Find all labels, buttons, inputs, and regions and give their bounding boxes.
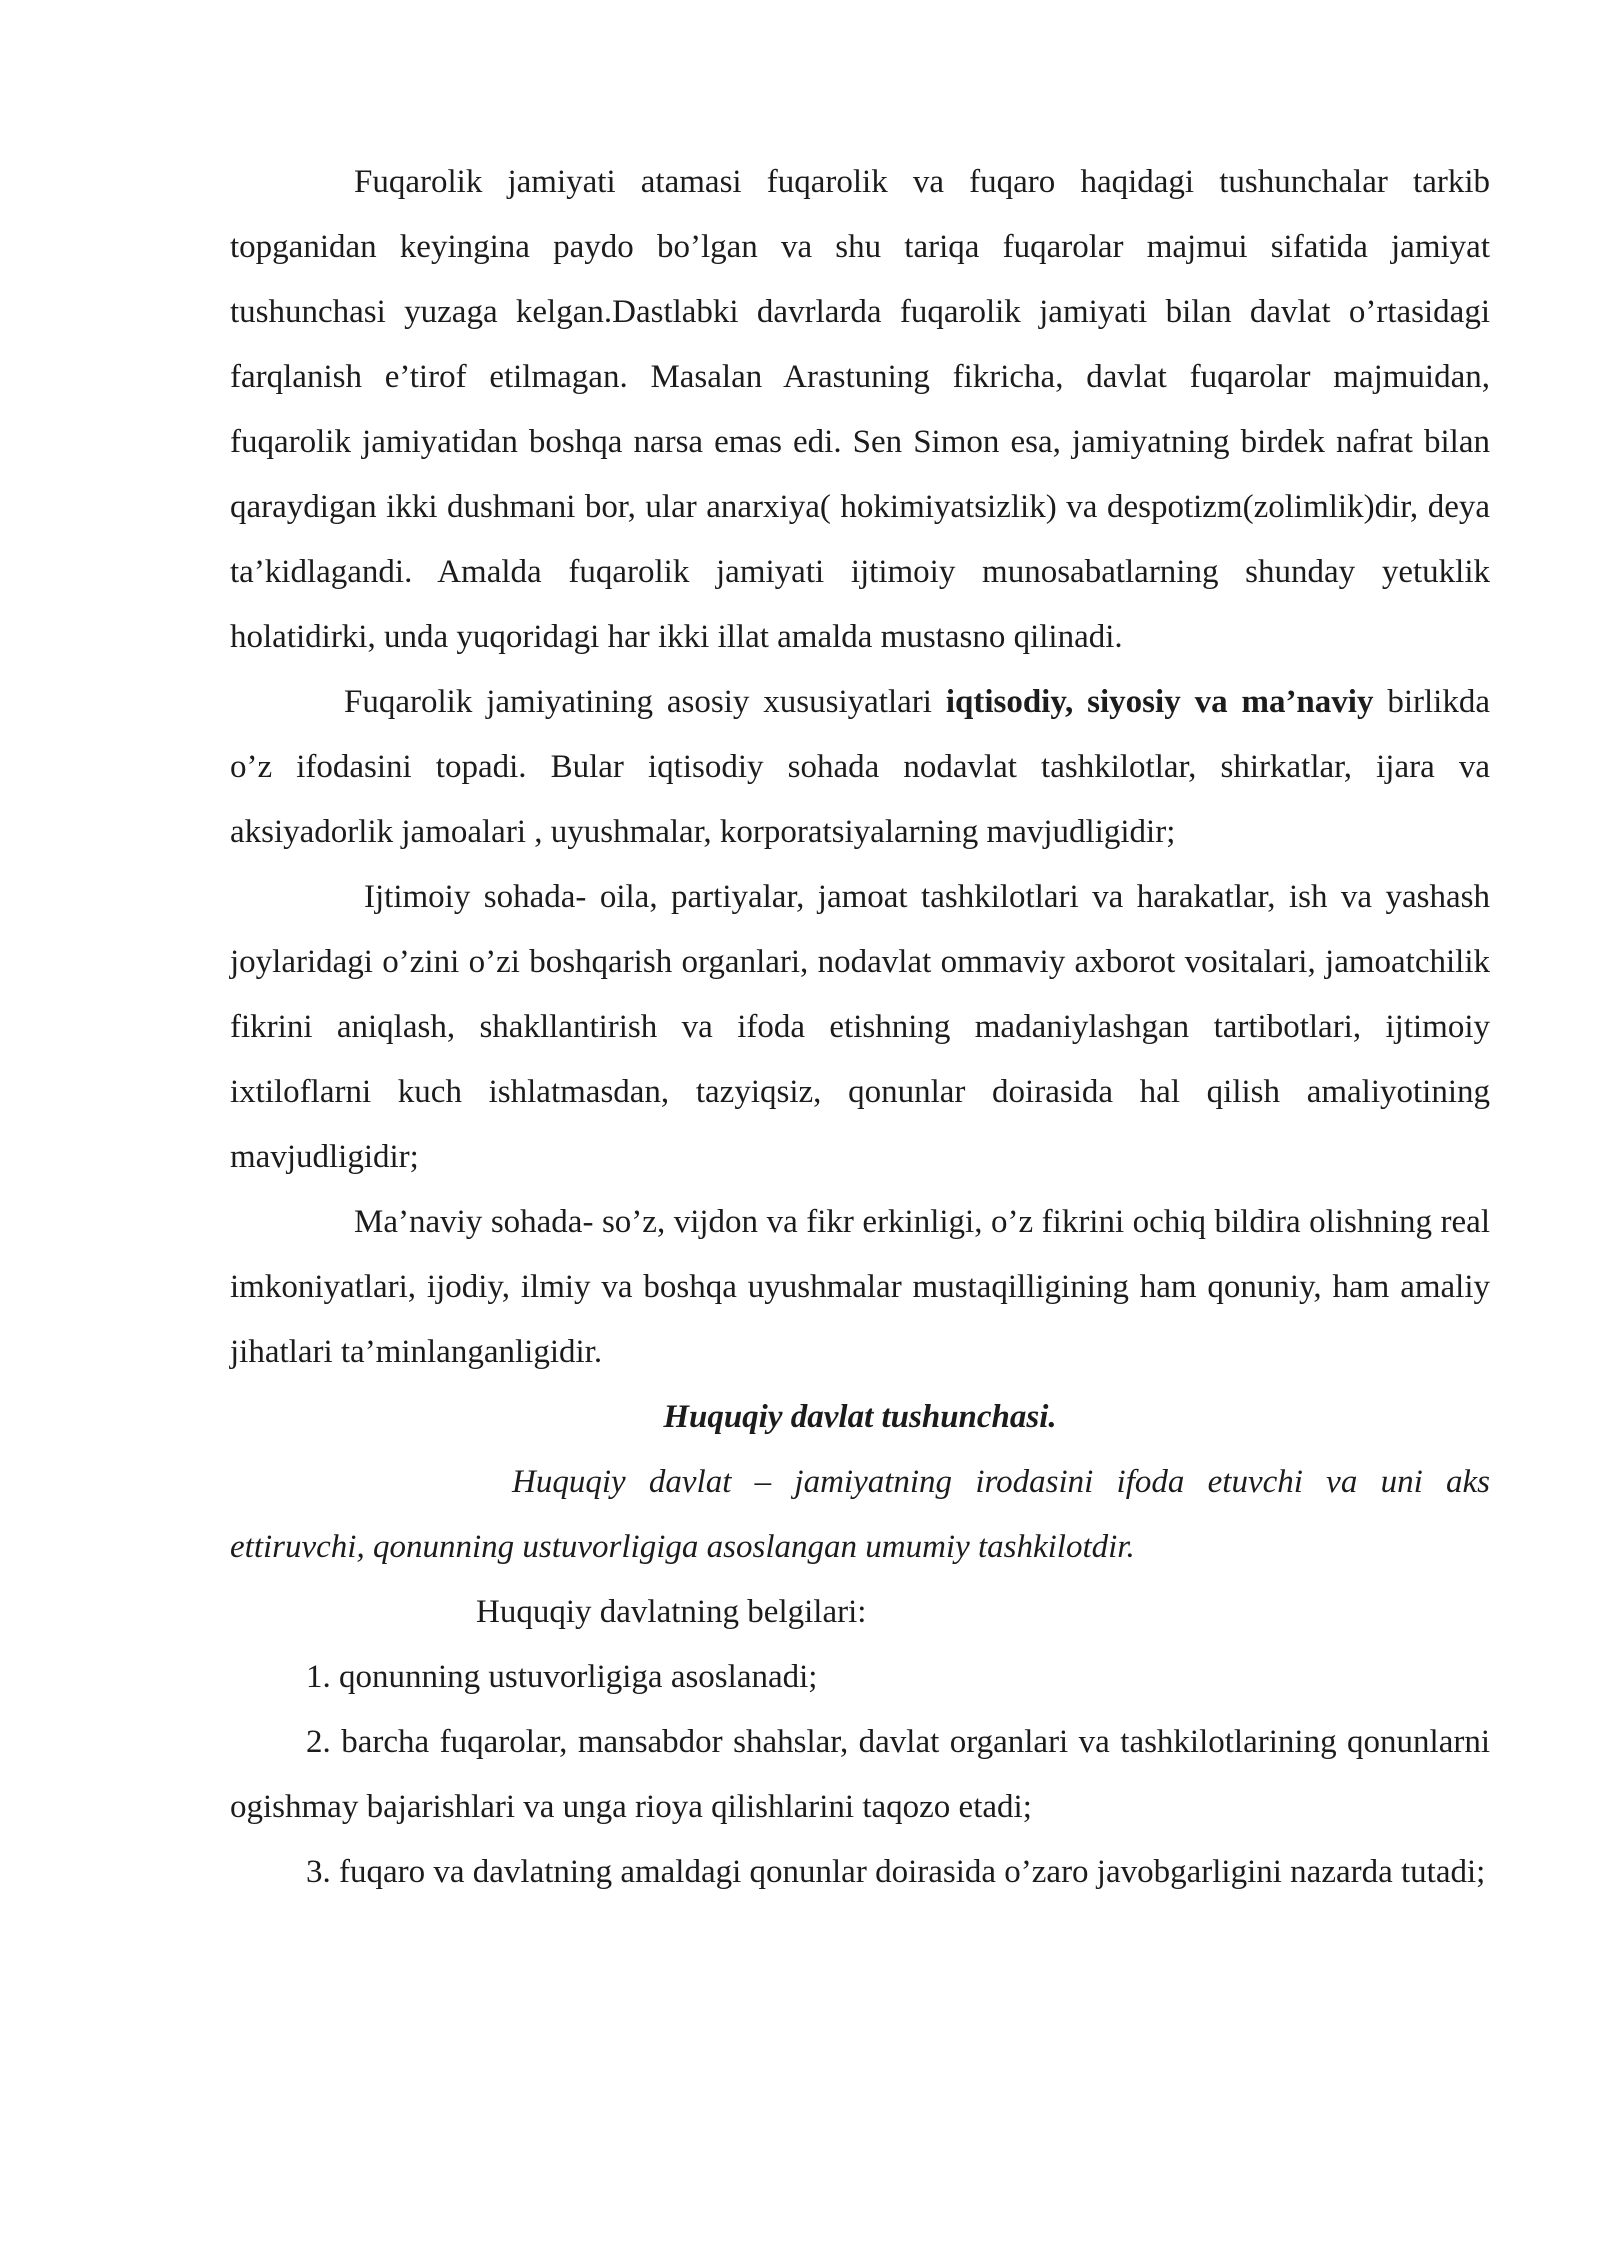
paragraph-spiritual-sphere: Ma’naviy sohada- so’z, vijdon va fikr erkinligi, o’z fikrini ochiq bildira olishning real imkoniyatlari, ijodiy, ilmiy va boshqa uyushmalar mustaqilligining ham qonuniy, ham amaliy jihatlari ta’minlanganligidir.	[230, 1204, 1490, 1370]
document-page	[230, 150, 1490, 1905]
list-title: Huquqiy davlatning belgilari:	[476, 1594, 867, 1630]
list-item: 3. fuqaro va davlatning amaldagi qonunlar doirasida o’zaro javobgarligini nazarda tutadi;	[306, 1854, 1486, 1890]
list-item: 1. qonunning ustuvorligiga asoslanadi;	[306, 1659, 818, 1695]
bold-emphasis: iqtisodiy, siyosiy va ma’naviy	[945, 684, 1374, 720]
paragraph-text: Fuqarolik jamiyatining asosiy xususiyatlari	[344, 684, 946, 720]
paragraph-civil-society-features	[230, 670, 1490, 865]
paragraph-civil-society-term: Fuqarolik jamiyati atamasi fuqarolik va fuqaro haqidagi tushunchalar tarkib topganidan keyingina paydo bo’lgan va shu tariqa fuqarolar majmui sifatida jamiyat tushunchasi yuzaga kelgan.Dastlabki davrlarda fuqarolik jamiyati bilan davlat o’rtasidagi farqlanish e’tirof etilmagan. Masalan Arastuning fikricha, davlat fuqarolar majmuidan, fuqarolik jamiyatidan boshqa narsa emas edi. Sen Simon esa, jamiyatning birdek nafrat bilan qaraydigan ikki dushmani bor, ular anarxiya( hokimiyatsizlik) va despotizm(zolimlik)dir, deya ta’kidlagandi. Amalda fuqarolik jamiyati ijtimoiy munosabatlarning shunday yetuklik holatidirki, unda yuqoridagi har ikki illat amalda mustasno qilinadi.	[230, 164, 1490, 655]
paragraph-text: birlikda o’z ifodasini topadi. Bular iqtisodiy sohada nodavlat tashkilotlar, shirkatlar, ijara va aksiyadorlik jamoalari , uyushmalar, korporatsiyalarning mavjudligidir;	[230, 684, 1490, 850]
section-heading: Huquqiy davlat tushunchasi.	[663, 1399, 1057, 1435]
definition-paragraph: Huquqiy davlat – jamiyatning irodasini ifoda etuvchi va uni aks ettiruvchi, qonunning ustuvorligiga asoslangan umumiy tashkilotdir.	[230, 1464, 1490, 1565]
paragraph-social-sphere: Ijtimoiy sohada- oila, partiyalar, jamoat tashkilotlari va harakatlar, ish va yashash joylaridagi o’zini o’zi boshqarish organlari, nodavlat ommaviy axborot vositalari, jamoatchilik fikrini aniqlash, shakllantirish va ifoda etishning madaniylashgan tartibotlari, ijtimoiy ixtiloflarni kuch ishlatmasdan, tazyiqsiz, qonunlar doirasida hal qilish amaliyotining mavjudligidir;	[230, 879, 1490, 1175]
list-item: 2. barcha fuqarolar, mansabdor shahslar, davlat organlari va tashkilotlarining qonunlarni ogishmay bajarishlari va unga rioya qilishlarini taqozo etadi;	[230, 1724, 1490, 1825]
